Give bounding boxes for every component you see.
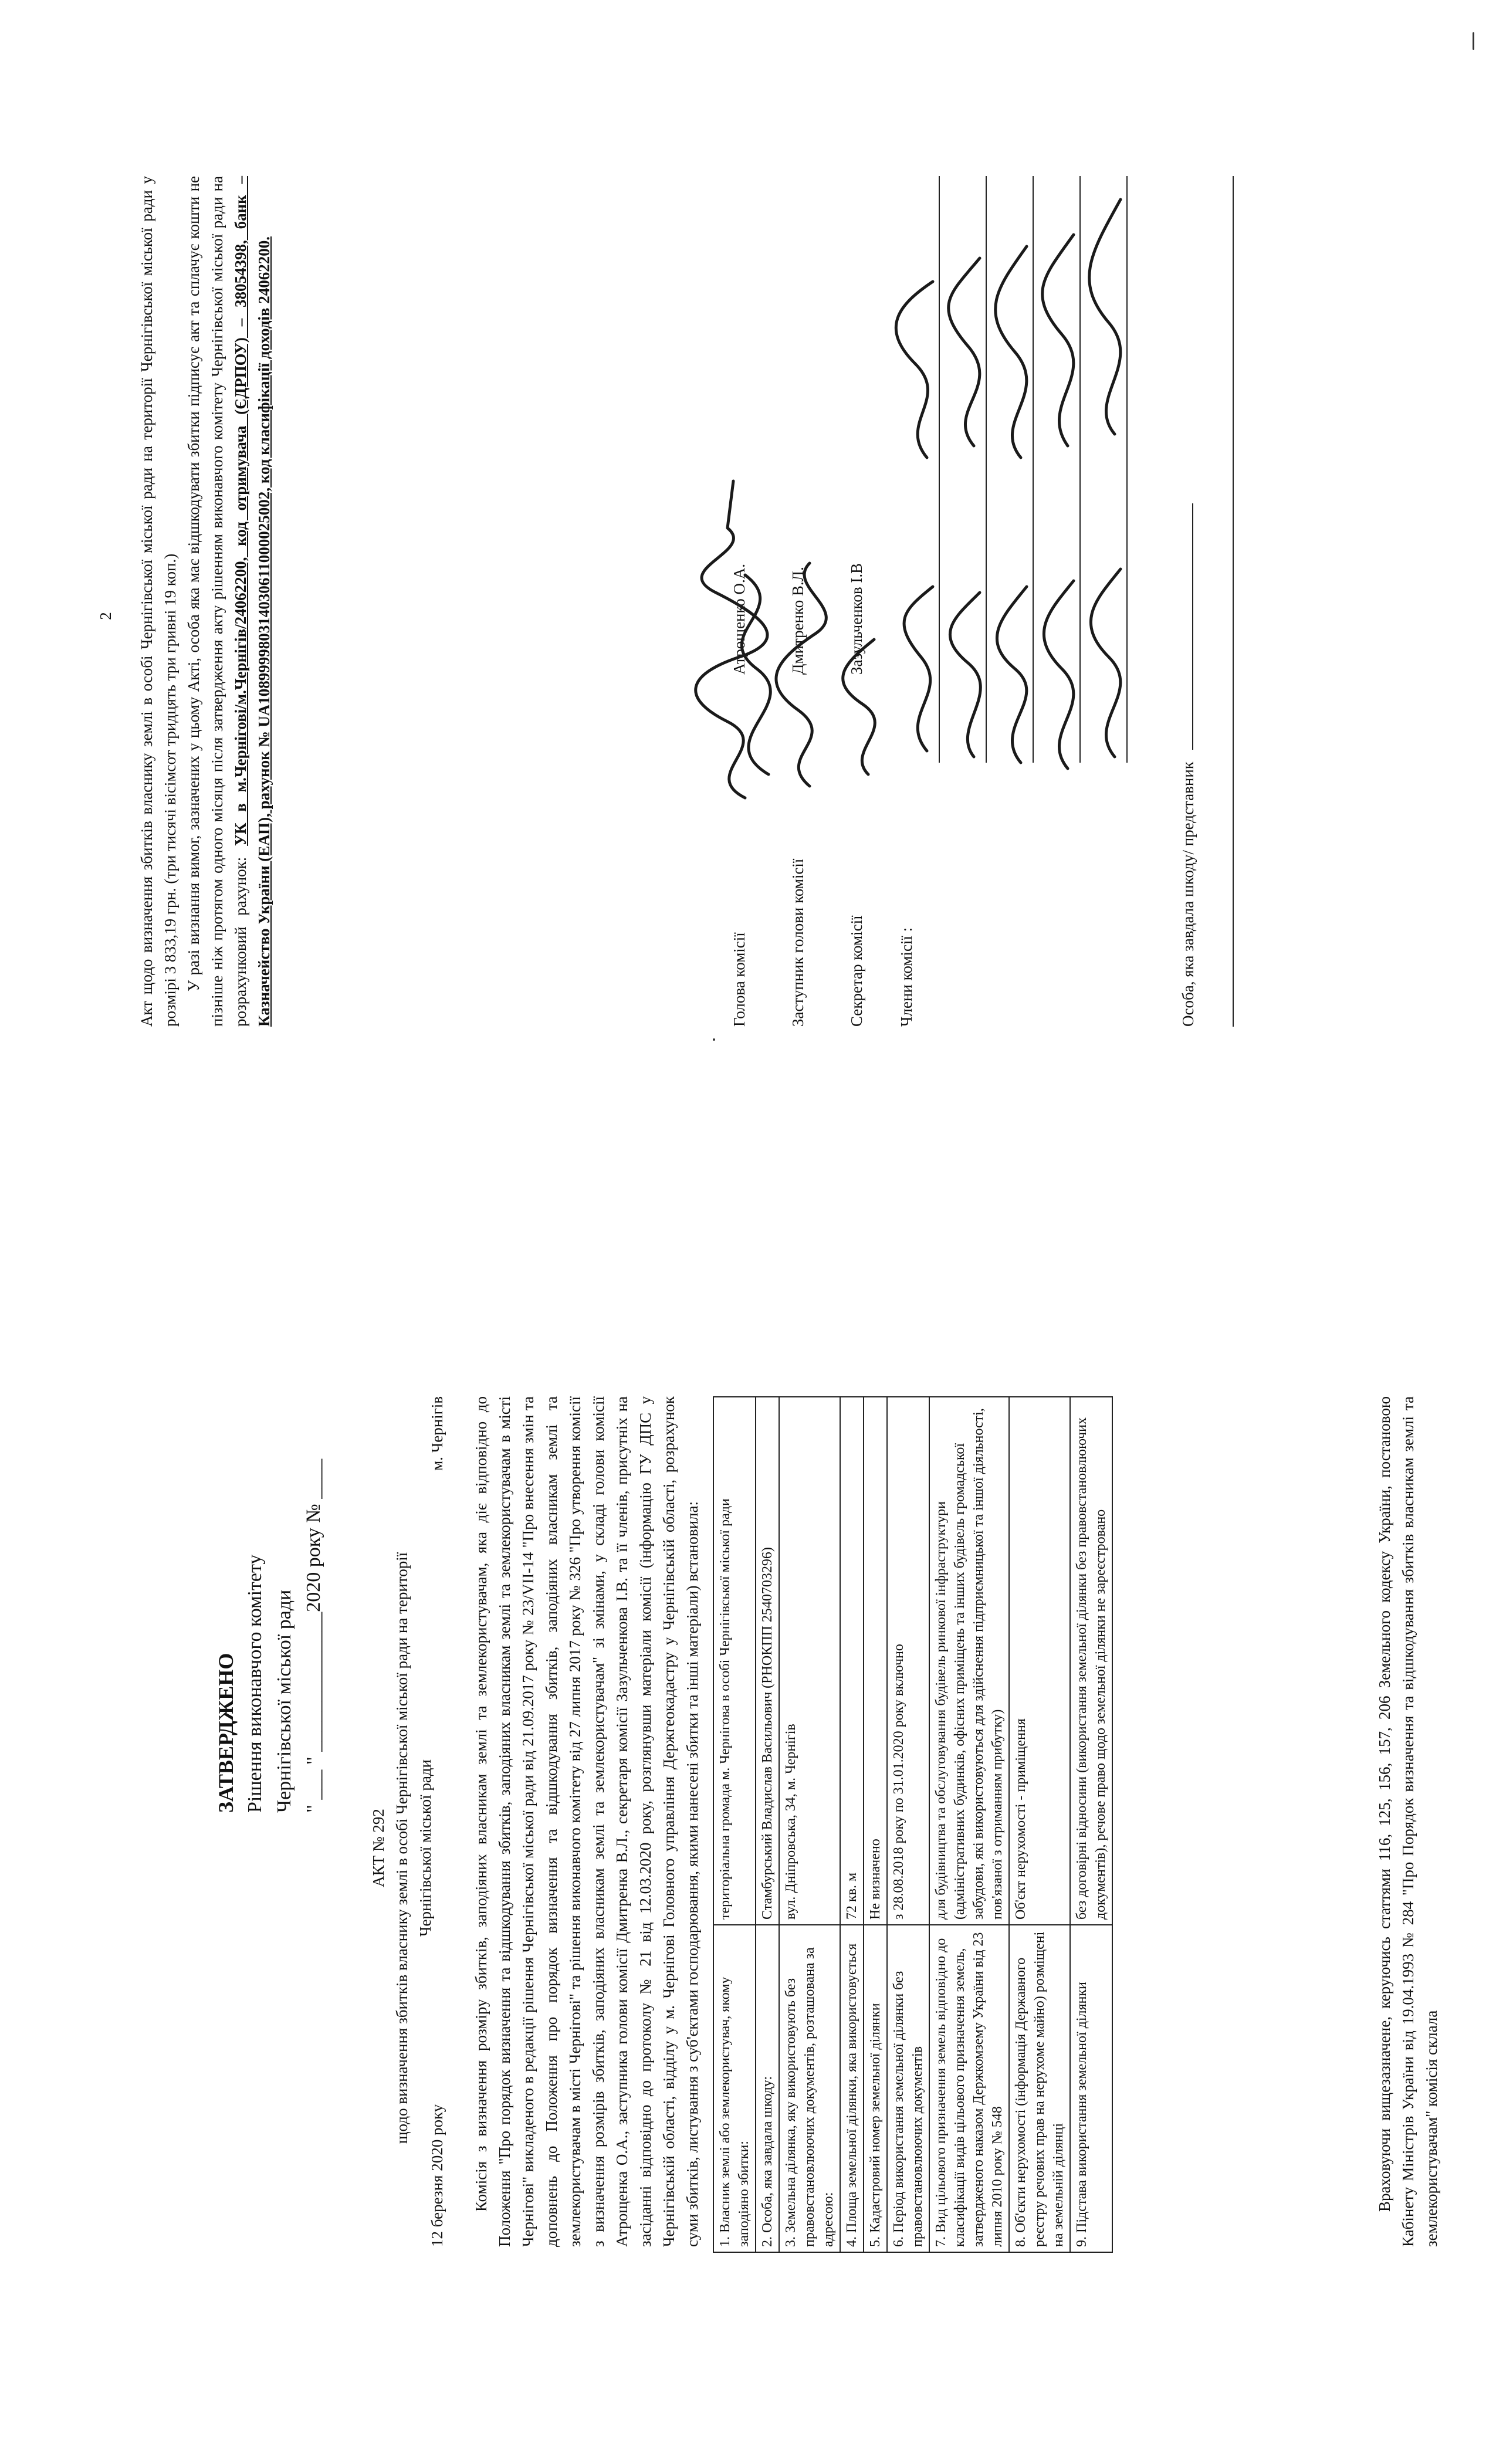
signature-role: Голова комісії bbox=[730, 932, 748, 1027]
row-value: Не визначено bbox=[864, 1397, 887, 1925]
row-label: 1. Власник землі або землекористувач, якому заподіяно збитки: bbox=[713, 1925, 756, 2252]
page-number: 2 bbox=[97, 612, 114, 620]
row-value: Об'єкт нерухомості - приміщення bbox=[1009, 1397, 1070, 1925]
culprit-label: Особа, яка завдала шкоду/ представник bbox=[1179, 761, 1197, 1027]
approved-line2: Чернігівської міської ради bbox=[273, 1589, 295, 1813]
culprit-sign-line bbox=[1192, 503, 1193, 750]
payment-paragraph bbox=[182, 176, 276, 1027]
approved-line3: " ___ " ______________2020 року № ____ bbox=[303, 1458, 324, 1813]
member-sign-line bbox=[1126, 176, 1128, 763]
act-city: м. Чернігів bbox=[428, 1396, 446, 1471]
payment-text: У разі визнання вимог, зазначених у цьому Акті, особа яка має відшкодувати збитки підписує акт та сплачує кошти не пізніше ніж протягом одного місяця після затвердження акту рішенням виконавчого комітету Чернігівської міської ради на розрахунковий рахунок: bbox=[185, 176, 249, 1027]
table-row bbox=[779, 1397, 840, 2252]
signature-name: Зазульченков І.В bbox=[848, 563, 865, 675]
table-row bbox=[713, 1397, 756, 2252]
scan-speck bbox=[713, 1038, 715, 1041]
intro-paragraph: Комісія з визначення розміру збитків, заподіяних власникам землі та землекористувачам, яка діє відповідно до Положення "Про порядок визначення та відшкодування збитків, заподіяних власникам землі та землекористувачам в місті Чернігові" викладеного в редакції рішення Чернігівської міської ради від 21.09.2017 року № 23/VII-14 "Про внесення змін та доповнень до Положення про порядок визначення та відшкодування збитків, заподіяних власникам землі та землекористувачам в місті Чернігові" та рішення виконавчого комітету від 27 липня 2017 року № 326 "Про утворення комісії з визначення розмірів збитків, заподіяних власникам землі та землекористувачам" зі змінами, у складі голови комісії Атрощенка О.А., заступника голови комісії Дмитренка В.Л., секретаря комісії Зазульченкова І.В. та її членів, присутніх на засіданні відповідно до протоколу № 21 від 12.03.2020 року, розглянувши матеріали комісії (інформацію ГУ ДПС у Чернігівській області, відділу у м. Чернігові Головного управління Держгеокадастру у Чернігівській області, розрахунок суми збитків, листування з суб'єктами господарювання, якими нанесені збитки та інші матеріали) встановила: bbox=[472, 1396, 701, 2247]
table-row bbox=[756, 1397, 779, 2252]
member-sign-line bbox=[986, 176, 987, 763]
row-label: 2. Особа, яка завдала шкоду: bbox=[756, 1925, 779, 2252]
closing-paragraph: Враховуючи вищезазначене, керуючись статтями 116, 125, 156, 157, 206 Земельного кодексу України, постановою Кабінету Міністрів України від 19.04.1993 № 284 "Про Порядок визначення та відшкодування збитків власникам землі та землекористувачам" комісія склала bbox=[1376, 1396, 1440, 2247]
row-value: територіальна громада м. Чернігова в особі Чернігівської міської ради bbox=[713, 1397, 756, 1925]
approval-stamp-block bbox=[211, 1459, 329, 1813]
row-label: 7. Вид цільового призначення земель відповідно до класифікації видів цільового призначення земель, затвердженого наказом Держкомзему України від 23 липня 2010 року № 548 bbox=[929, 1925, 1009, 2252]
row-label: 8. Об'єкти нерухомості (інформація Державного реєстру речових прав на нерухоме майно) розміщені на земельній ділянці bbox=[1009, 1925, 1070, 2252]
row-value: без договірні відносини (використання земельної ділянки без правовстановлюючих документів), речове право щодо земельної ділянки не зареєстровано bbox=[1070, 1397, 1112, 1925]
act-date: 12 березня 2020 року bbox=[428, 2104, 446, 2247]
scan-mark bbox=[1473, 32, 1474, 50]
act-title bbox=[367, 1232, 437, 2464]
signature-role: Заступник голови комісії bbox=[789, 858, 807, 1027]
bank-details: УК в м.Чернігові/м.Чернігів/24062200, код отримувача (ЄДРПОУ) – 38054398, банк – Казначейство України (ЕАП), рахунок № UA108999980314030611000025002, код класифікації доходів 24062200. bbox=[232, 176, 273, 1027]
table-row bbox=[1070, 1397, 1112, 2252]
culprit-name-line bbox=[1233, 176, 1234, 1027]
table-row bbox=[887, 1397, 929, 2252]
member-sign-line bbox=[1033, 176, 1034, 763]
signature-name: Атрощенко О.А. bbox=[730, 564, 748, 675]
amount-paragraph: Акт щодо визначення збитків власнику землі в особі Чернігівської міської ради на території Чернігівської міської ради у розмірі 3 833,19 грн. (три тисячі вісімсот тридцять три гривні 19 коп.) bbox=[138, 176, 179, 1027]
row-label: 3. Земельна ділянка, яку використовують без правовстановлюючих документів, розташована за адресою: bbox=[779, 1925, 840, 2252]
signature-role: Члени комісії : bbox=[898, 927, 915, 1027]
approved-line1: Рішення виконавчого комітету bbox=[244, 1554, 266, 1813]
table-row bbox=[929, 1397, 1009, 2252]
approved-heading: ЗАТВЕРДЖЕНО bbox=[214, 1653, 238, 1813]
member-sign-line bbox=[1079, 176, 1081, 763]
row-value: 72 кв. м bbox=[840, 1397, 864, 1925]
table-row bbox=[864, 1397, 887, 2252]
row-label: 6. Період використання земельної ділянки без правовстановлюючих документів bbox=[887, 1925, 929, 2252]
row-value: вул. Дніпровська, 34, м. Чернігів bbox=[779, 1397, 840, 1925]
row-value: для будівництва та обслуговування будівель ринкової інфраструктури (адміністративних будинків, офісних приміщень та інших будівель громадської забудови, які використовуються для здійснення підприємницької та іншої діяльності, пов'язаної з отриманням прибутку) bbox=[929, 1397, 1009, 1925]
row-value: з 28.08.2018 року по 31.01.2020 року включно bbox=[887, 1397, 929, 1925]
act-subject-line2: Чернігівської міської ради bbox=[417, 1759, 434, 1937]
member-sign-line bbox=[939, 176, 940, 763]
signature-role: Секретар комісії bbox=[848, 915, 865, 1027]
info-table bbox=[713, 1396, 1113, 2253]
act-subject-line1: щодо визначення збитків власнику землі в особі Чернігівської міської ради на території bbox=[393, 1552, 411, 2144]
table-row bbox=[1009, 1397, 1070, 2252]
row-value: Стамбурський Владислав Васильович (РНОКПП 2540703296) bbox=[756, 1397, 779, 1925]
signature-name: Дмитренко В.Л. bbox=[789, 567, 807, 675]
culprit-signature-block bbox=[1179, 176, 1234, 1027]
row-label: 9. Підстава використання земельної ділянки bbox=[1070, 1925, 1112, 2252]
row-label: 5. Кадастровий номер земельної ділянки bbox=[864, 1925, 887, 2252]
date-line bbox=[428, 1396, 446, 2247]
amount-section bbox=[135, 176, 276, 1027]
act-number: АКТ № 292 bbox=[370, 1809, 387, 1887]
row-label: 4. Площа земельної ділянки, яка використовується bbox=[840, 1925, 864, 2252]
table-row bbox=[840, 1397, 864, 2252]
